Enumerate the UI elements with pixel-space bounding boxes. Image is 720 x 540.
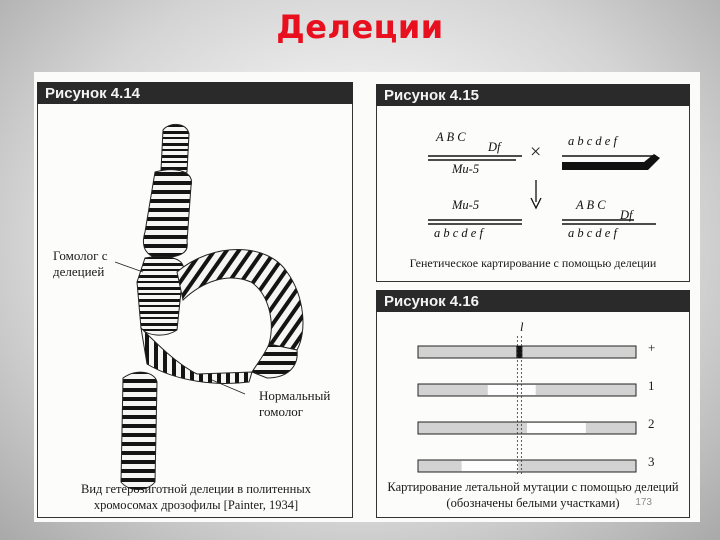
chromosome-right-arm xyxy=(252,344,297,378)
bottom-right-genotype-upper: A B C xyxy=(576,198,606,212)
polytene-chromosome-drawing xyxy=(37,82,353,518)
deletion-segment-3 xyxy=(462,461,519,471)
bottom-right-genotype-lower: a b c d e f xyxy=(568,226,617,240)
bottom-right-df-label: Df xyxy=(620,208,633,222)
slide-title: Делеции xyxy=(276,8,444,46)
chromosome-bar-3 xyxy=(418,460,636,472)
bottom-left-genotype-upper: Mu-5 xyxy=(452,198,480,212)
top-left-genotype-upper: A B C xyxy=(436,130,466,144)
figure-4-14-caption: Вид гетерозиготной делеции в политенных хромосомах дрозофилы [Painter, 1934] xyxy=(81,482,311,512)
top-left-genotype-lower: Mu-5 xyxy=(452,162,480,176)
row-label-wildtype: + xyxy=(648,340,656,355)
figure-4-15-header: Рисунок 4.15 xyxy=(376,84,690,106)
row-label-3: 3 xyxy=(648,454,655,469)
deletion-homolog-label: Гомолог с делецией xyxy=(53,248,108,279)
chromosome-lower-body xyxy=(121,372,157,489)
page-number: 173 xyxy=(635,497,652,508)
bottom-left-genotype-lower: a b c d e f xyxy=(434,226,483,240)
deletion-segment-1 xyxy=(488,385,536,395)
figure-4-15-caption: Генетическое картирование с помощью делеции xyxy=(409,256,657,270)
chromosome-middle-body xyxy=(137,257,184,336)
figure-4-14-panel xyxy=(37,82,353,518)
normal-homolog-label: Нормальный гомолог xyxy=(259,388,331,419)
chromosome-loop-arm xyxy=(177,250,303,351)
chromosome-upper-body xyxy=(143,170,191,258)
chromosome-lower-connector xyxy=(141,328,252,383)
cross-symbol: × xyxy=(530,141,542,163)
chromosome-bar-wildtype xyxy=(418,346,636,358)
row-label-2: 2 xyxy=(648,416,655,431)
top-right-genotype-upper: a b c d e f xyxy=(568,134,617,148)
figure-4-14-header: Рисунок 4.14 xyxy=(37,82,353,104)
figure-4-16-header: Рисунок 4.16 xyxy=(376,290,690,312)
deletion-segment-2 xyxy=(527,423,586,433)
row-label-1: 1 xyxy=(648,378,655,393)
top-left-df-label: Df xyxy=(488,140,501,154)
locus-label: l xyxy=(520,320,524,334)
figure-4-16-caption: Картирование летальной мутации с помощью делеций (обозначены белыми участками) xyxy=(387,480,679,510)
chromosome-upper-tip xyxy=(161,124,189,174)
figure-sheet xyxy=(34,72,700,522)
figure-4-16-panel xyxy=(376,290,690,518)
genetic-cross-diagram xyxy=(376,84,690,282)
figure-4-15-panel xyxy=(376,84,690,282)
